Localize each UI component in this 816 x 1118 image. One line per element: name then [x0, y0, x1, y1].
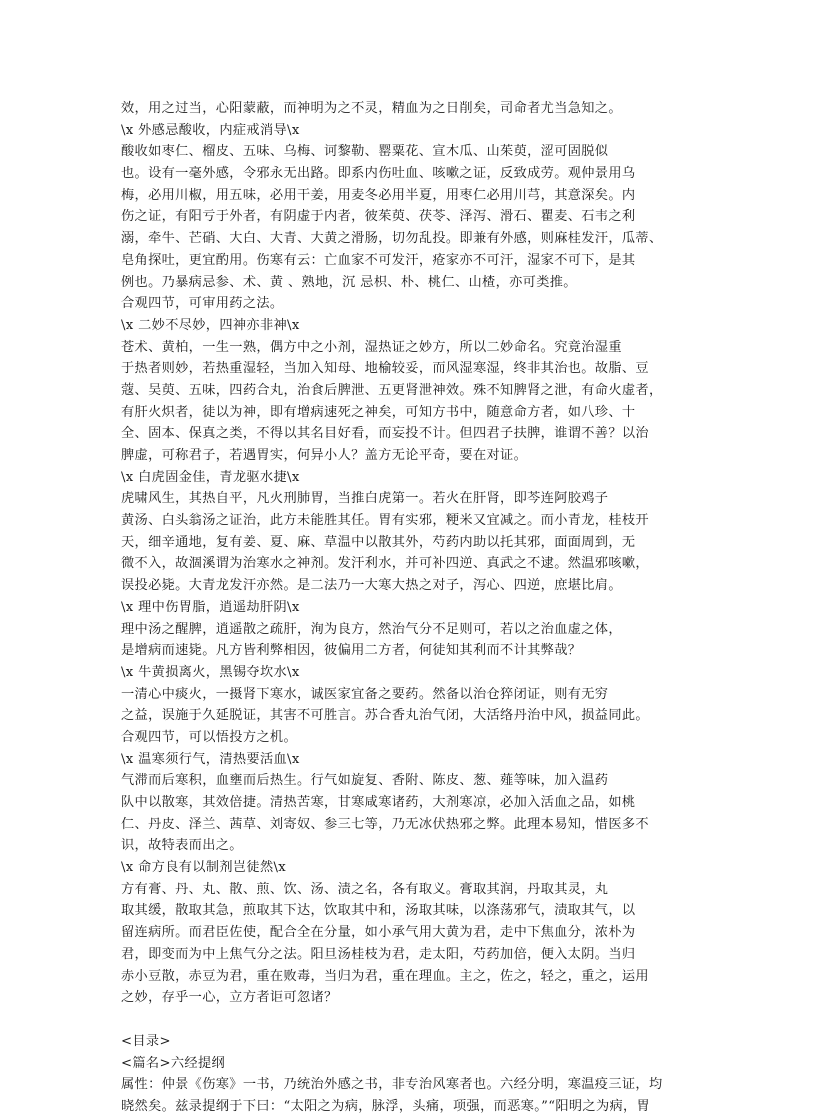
text-line: 例也。乃暴病忌参、术、黄 、熟地，沉 忌枳、朴、桃仁、山楂，亦可类推。: [121, 274, 577, 290]
text-line: 理中汤之醒脾，逍遥散之疏肝，洵为良方，然治气分不足则可，若以之治血虚之体，: [121, 621, 622, 637]
text-line: 之妙，存乎一心，立方者讵可忽诸？: [121, 990, 338, 1006]
text-line: 黄汤、白头翁汤之证治，此方未能胜其任。胃有实邪，粳米又宜减之。而小青龙，桂枝开: [121, 513, 649, 529]
text-line: \x 理中伤胃脂，逍遥劫肝阴\x: [121, 599, 300, 615]
document-body-text: [121, 98, 701, 1009]
text-line: 全、固本、保真之类，不得以其名目好看，而妄投不计。但四君子扶脾，谁谓不善？以治: [121, 426, 649, 442]
document-page: [121, 98, 701, 1118]
text-line: 仁、丹皮、泽兰、茜草、刘寄奴、参三七等，乃无冰伏热邪之弊。此理本易知，惜医多不: [121, 816, 649, 832]
text-line: 天，细辛通地，复有姜、夏、麻、草温中以散其外，芍药内助以托其邪，面面周到，无: [121, 534, 636, 550]
text-line: 于热者则妙，若热重湿轻，当加入知母、地榆较妥，而风湿寒湿，终非其治也。故脂、豆: [121, 361, 649, 377]
text-line: 皂角探吐，更宜酌用。伤寒有云：亡血家不可发汗，疮家亦不可汗，湿家不可下，是其: [121, 252, 636, 268]
text-line: 是增病而速毙。凡方皆利弊相因，彼偏用二方者，何徒知其利而不计其弊哉？: [121, 643, 582, 659]
text-line: 苍术、黄柏，一生一熟，偶方中之小剂，湿热证之妙方，所以二妙命名。究竟治湿重: [121, 339, 622, 355]
text-line: 赤小豆散，赤豆为君，重在败毒，当归为君，重在理血。主之，佐之，轻之，重之，运用: [121, 968, 649, 984]
text-line: \x 命方良有以制剂岂徒然\x: [121, 860, 287, 876]
text-line: 效，用之过当，心阳蒙蔽，而神明为之不灵，精血为之日削矣，司命者尤当急知之。: [121, 101, 622, 116]
text-line: 合观四节，可审用药之法。: [121, 296, 284, 312]
text-line: 君，即变而为中上焦气分之法。阳旦汤桂枝为君，走太阳，芍药加倍，便入太阴。当归: [121, 946, 636, 962]
text-line: 合观四节，可以悟投方之机。: [121, 729, 297, 745]
text-line: 识，故特表而出之。: [121, 838, 243, 854]
text-line: 伤之证，有阳亏于外者，有阴虚于内者，彼茱萸、茯苓、泽泻、滑石、瞿麦、石韦之利: [121, 209, 636, 225]
text-line: <篇名>六经提纲: [121, 1055, 226, 1071]
text-line: 之益，误施于久延脱证，其害不可胜言。苏合香丸治气闭，大活络丹治中风，损益同此。: [121, 708, 649, 724]
text-line: 微不入，故涸溪谓为治寒水之神剂。发汗利水，并可补四逆、真武之不逮。然温邪咳嗽，: [121, 556, 649, 572]
text-line: 脾虚，可称君子，若遇胃实，何异小人？盖方无论平奇，要在对证。: [121, 448, 528, 463]
text-line: \x 二妙不尽妙，四神亦非神\x: [121, 317, 300, 333]
text-line: 酸收如枣仁、榴皮、五味、乌梅、诃黎勒、罂粟花、宣木瓜、山茱萸，涩可固脱似: [121, 144, 609, 160]
paragraph-gap: [121, 1009, 701, 1031]
text-line: 有肝火炽者，徒以为神，即有增病速死之神矣，可知方书中，随意命方者，如八珍、十: [121, 404, 636, 420]
text-line: 蔻、吴萸、五味，四药合丸，治食后脾泄、五更肾泄神效。殊不知脾肾之泄，有命火虚者，: [121, 382, 663, 398]
text-line: 取其缓，散取其急，煎取其下达，饮取其中和，汤取其味，以涤荡邪气，渍取其气，以: [121, 903, 636, 919]
text-line: \x 白虎固金佳，青龙驱水捷\x: [121, 469, 300, 485]
text-line: 虎啸风生，其热自平，凡火刑肺胃，当推白虎第一。若火在肝肾，即芩连阿胶鸡子: [121, 491, 609, 507]
text-line: 晓然矣。兹录提纲于下曰：“太阳之为病，脉浮，头痛，项强，而恶寒。”“阳明之为病，胃: [121, 1098, 651, 1114]
text-line: 方有膏、丹、丸、散、煎、饮、汤、渍之名，各有取义。膏取其润，丹取其灵，丸: [121, 881, 609, 897]
text-line: 误投必毙。大青龙发汗亦然。是二法乃一大寒大热之对子，泻心、四逆，庶堪比肩。: [121, 578, 622, 594]
text-line: 梅，必用川椒，用五味，必用干姜，用麦冬必用半夏，用枣仁必用川芎，其意深矣。内: [121, 187, 636, 203]
text-line: 留连病所。而君臣佐使，配合全在分量，如小承气用大黄为君，走中下焦血分，浓朴为: [121, 925, 636, 941]
text-line: 属性：仲景《伤寒》一书，乃统治外感之书，非专治风寒者也。六经分明，寒温疫三证，均: [121, 1077, 663, 1093]
text-line: 气滞而后寒积，血壅而后热生。行气如旋复、香附、陈皮、葱、薤等味，加入温药: [121, 773, 609, 789]
text-line: 也。设有一毫外感，令邪永无出路。即系内伤吐血、咳嗽之证，反致成劳。观仲景用乌: [121, 166, 636, 182]
text-line: 溺，牵牛、芒硝、大白、大青、大黄之滑肠，切勿乱投。即兼有外感，则麻桂发汗，瓜蒂、: [121, 231, 663, 247]
text-line: 队中以散寒，其效倍捷。清热苦寒，甘寒咸寒诸药，大剂寒凉，必加入活血之品，如桃: [121, 795, 636, 810]
text-line: <目录>: [121, 1033, 171, 1049]
text-line: \x 外感忌酸收，内症戒消导\x: [121, 122, 300, 138]
text-line: \x 牛黄损离火，黑锡夺坎水\x: [121, 664, 300, 680]
document-section-header: [121, 1031, 701, 1118]
text-line: \x 温寒须行气，清热要活血\x: [121, 751, 300, 767]
text-line: 一清心中痰火，一摄肾下寒水，诚医家宜备之要药。然备以治仓猝闭证，则有无穷: [121, 686, 609, 702]
